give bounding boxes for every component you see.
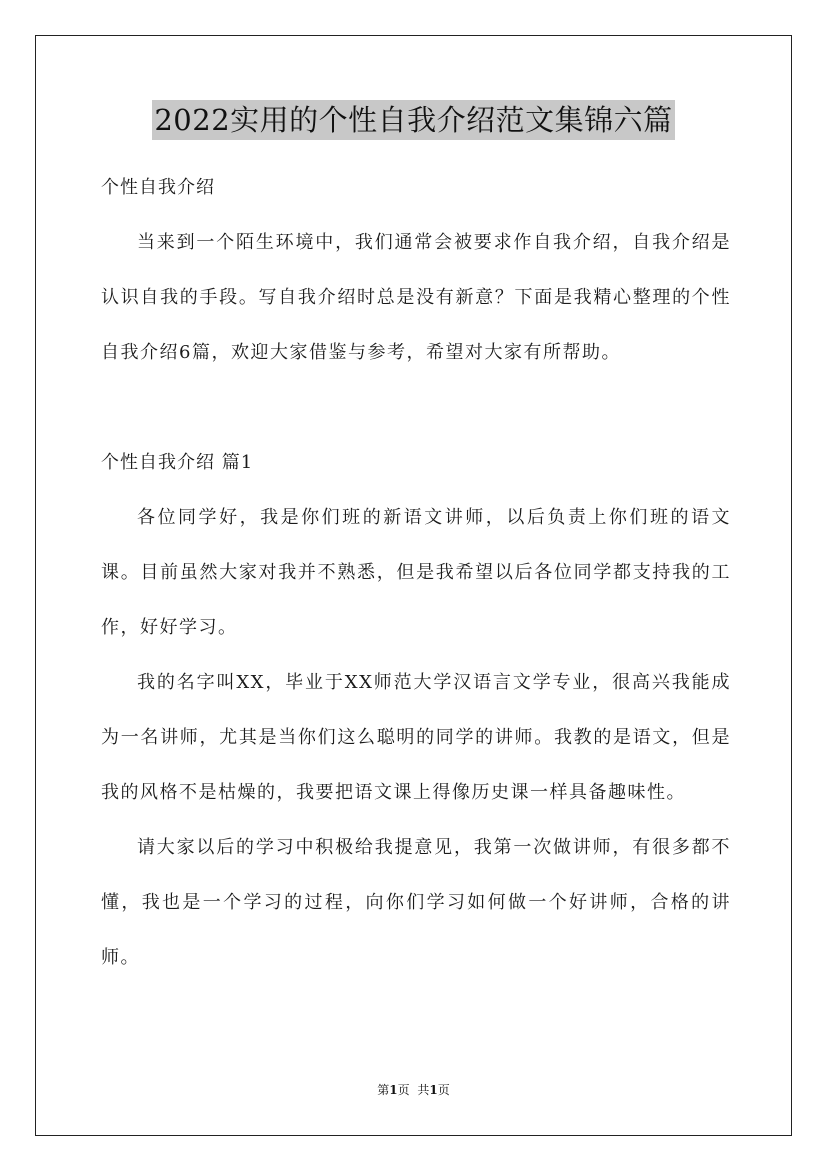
page-footer: [0, 1082, 827, 1098]
section-spacer: [101, 380, 731, 435]
section1-paragraph-1: 各位同学好，我是你们班的新语文讲师，以后负责上你们班的语文课。目前虽然大家对我并不熟悉，但是我希望以后各位同学都支持我的工作，好好学习。: [101, 507, 731, 638]
section1-paragraph-2: 我的名字叫XX，毕业于XX师范大学汉语言文学专业，很高兴我能成为一名讲师，尤其是当你们这么聪明的同学的讲师。我教的是语文，但是我的风格不是枯燥的，我要把语文课上得像历史课一样具备趣味性。: [101, 672, 731, 803]
section1-heading: 个性自我介绍 篇1: [101, 452, 254, 473]
footer-total-prefix: 共: [417, 1083, 430, 1097]
footer-total-suffix: 页: [437, 1083, 450, 1097]
intro-heading: 个性自我介绍: [101, 177, 215, 198]
title-container: [0, 100, 827, 140]
footer-page-suffix: 页: [397, 1083, 410, 1097]
intro-paragraph: 当来到一个陌生环境中，我们通常会被要求作自我介绍，自我介绍是认识自我的手段。写自我介绍时总是没有新意？下面是我精心整理的个性自我介绍6篇，欢迎大家借鉴与参考，希望对大家有所帮助。: [101, 232, 731, 363]
footer-total-pages: 1: [429, 1083, 438, 1097]
document-title: 2022实用的个性自我介绍范文集锦六篇: [152, 100, 674, 140]
footer-page-number: 1: [389, 1083, 398, 1097]
section1-paragraph-3: 请大家以后的学习中积极给我提意见，我第一次做讲师，有很多都不懂，我也是一个学习的过程，向你们学习如何做一个好讲师，合格的讲师。: [101, 837, 731, 968]
footer-page-prefix: 第: [377, 1083, 390, 1097]
document-body: [101, 160, 731, 985]
